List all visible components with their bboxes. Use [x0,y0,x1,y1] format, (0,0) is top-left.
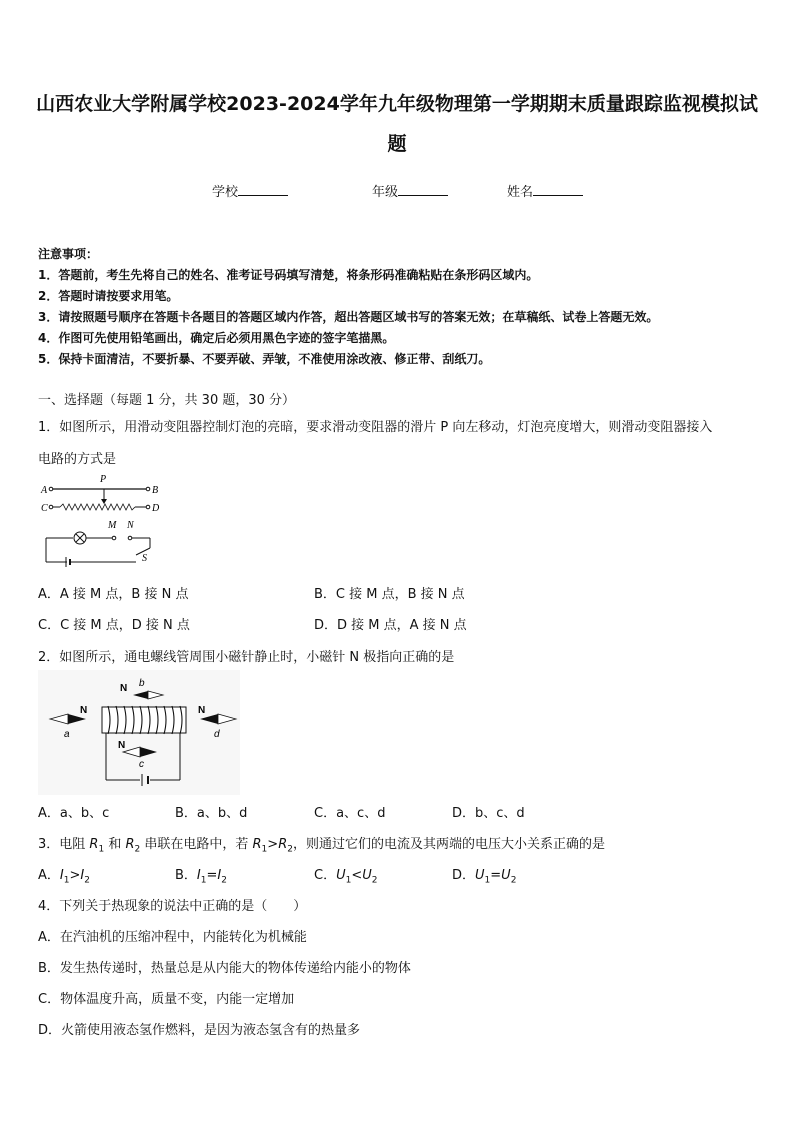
section-heading: 一、选择题（每题 1 分，共 30 题，30 分） [38,393,296,408]
q3-option-d[interactable]: D．$U_1=U_2$ [452,868,517,886]
q4-option-a[interactable]: A．在汽油机的压缩冲程中，内能转化为机械能 [38,930,307,945]
q1-rheostat-circuit-figure [38,472,168,570]
name-field[interactable] [507,181,583,200]
name-label: 姓名 [507,185,534,200]
q1-option-a[interactable]: A．A 接 M 点，B 接 N 点 [38,587,189,602]
notes-section [38,244,768,370]
q1-stem-line2: 电路的方式是 [38,452,117,467]
school-label: 学校 [212,185,239,200]
label-s: S [142,553,147,564]
note-item: 1．答题前，考生先将自己的姓名、准考证号码填写清楚，将条形码准确粘贴在条形码区域内。 [38,268,539,282]
page-title: 山西农业大学附属学校2023-2024学年九年级物理第一学期期末质量跟踪监视模拟试 [36,93,758,115]
q2-option-d[interactable]: D．b、c、d [452,806,525,821]
grade-blank[interactable] [398,183,448,196]
q3-option-c[interactable]: C．$U_1<U_2$ [314,868,378,886]
q1-stem-line1: 1．如图所示，用滑动变阻器控制灯泡的亮暗，要求滑动变阻器的滑片 P 向左移动，灯泡亮度增大，则滑动变阻器接入 [38,420,713,435]
q1-option-c[interactable]: C．C 接 M 点，D 接 N 点 [38,618,190,633]
q3-option-a[interactable]: A．$I_1>I_2$ [38,868,90,886]
label-m: M [108,520,117,531]
note-item: 3．请按照题号顺序在答题卡各题目的答题区域内作答，超出答题区域书写的答案无效；在草稿纸、试卷上答题无效。 [38,310,659,324]
q2-option-a[interactable]: A．a、b、c [38,806,110,821]
school-blank[interactable] [238,183,288,196]
label-p: P [100,474,107,485]
page-title-continuation: 题 [387,133,407,155]
q4-option-d[interactable]: D．火箭使用液态氢作燃料，是因为液态氢含有的热量多 [38,1023,361,1038]
q2-option-b[interactable]: B．a、b、d [175,806,248,821]
q4-option-c[interactable]: C．物体温度升高，质量不变，内能一定增加 [38,992,295,1007]
q4-option-b[interactable]: B．发生热传递时，热量总是从内能大的物体传递给内能小的物体 [38,961,411,976]
name-blank[interactable] [533,183,583,196]
needle-d-n-label: N [198,705,206,716]
label-a: A [41,485,48,496]
needle-a-label: a [64,729,70,740]
label-n: N [127,520,134,531]
q2-stem: 2．如图所示，通电螺线管周围小磁针静止时，小磁针 N 极指向正确的是 [38,650,455,665]
q3-stem: 3．电阻 $R_1$ 和 $R_2$ 串联在电路中，若 $R_1>R_2$，则通过它们的电流及其两端的电压大小关系正确的是 [38,837,605,855]
note-item: 2．答题时请按要求用笔。 [38,289,179,303]
q4-stem: 4．下列关于热现象的说法中正确的是（ ） [38,899,307,914]
needle-b-n-label: N [120,683,128,694]
q1-option-d[interactable]: D．D 接 M 点，A 接 N 点 [314,618,467,633]
note-item: 4．作图可先使用铅笔画出，确定后必须用黑色字迹的签字笔描黑。 [38,331,395,345]
label-d: D [152,503,160,514]
needle-a-n-label: N [80,705,88,716]
grade-label: 年级 [372,185,399,200]
q2-option-c[interactable]: C．a、c、d [314,806,386,821]
needle-b-label: b [139,678,145,689]
label-c: C [41,503,48,514]
q3-option-b[interactable]: B．$I_1=I_2$ [175,868,227,886]
q2-solenoid-figure [38,670,240,795]
note-item: 5．保持卡面清洁，不要折暴、不要弄破、弄皱，不准使用涂改液、修正带、刮纸刀。 [38,352,491,366]
school-field[interactable] [212,181,288,200]
label-b: B [152,485,159,496]
needle-c-n-label: N [118,740,126,751]
q1-option-b[interactable]: B．C 接 M 点，B 接 N 点 [314,587,465,602]
needle-c-label: c [139,759,144,770]
notes-heading: 注意事项： [38,247,99,261]
grade-field[interactable] [372,181,448,200]
needle-d-label: d [214,729,220,740]
